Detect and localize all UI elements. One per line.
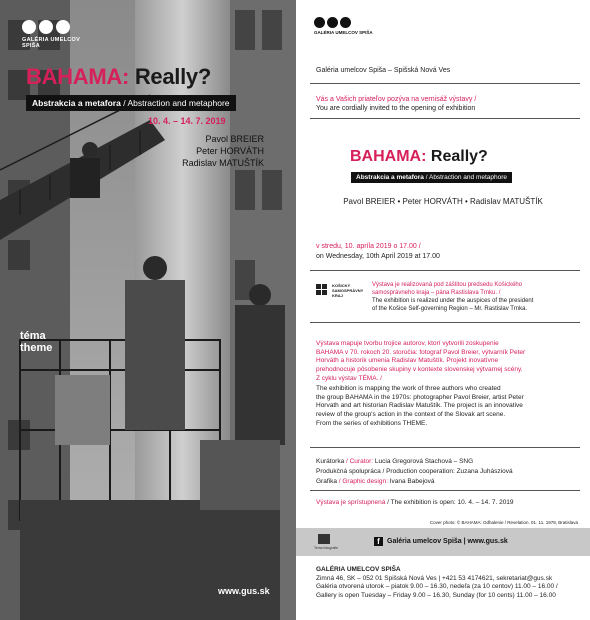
divider (310, 447, 580, 448)
artist-name: Pavol BREIER (205, 134, 264, 144)
divider (310, 118, 580, 119)
description-en-line: Horvath and art historian Radislav Matuštík. The project is an innovative (316, 402, 523, 410)
region-logo-text (332, 283, 363, 298)
poster-dates: 10. 4. – 14. 7. 2019 (148, 116, 226, 126)
footer-hours-en: Gallery is open Tuesday – Friday 9.00 – 16.30, Sunday (for 10 cents) 11.00 – 16.00 (316, 591, 556, 599)
series-label-en: theme (20, 342, 53, 354)
tema-logo-label: Tema fotografie (314, 546, 339, 550)
description-sk-line: Horváth a historik umenia Radislav Matuštík. Projekt inovatívne (316, 357, 499, 365)
logo-dot-icon (340, 17, 351, 28)
description-sk-line: prehodnocuje pôsobenie skupiny v kontexte slovenskej výtvarnej scény. (316, 366, 523, 374)
description-en-line: the group BAHAMA in the 1970s: photographer Pavol Breier, artist Peter (316, 393, 524, 401)
divider (310, 490, 580, 491)
footer-hours-sk: Galéria otvorená utorok – piatok 9.00 – 16.30, nedeľa (za 10 centov) 11.00 – 16.00 / (316, 583, 558, 590)
exhibition-title (350, 148, 488, 166)
production-name: Zuzana Juhásziová (454, 468, 513, 475)
gallery-logo (314, 17, 373, 35)
subtitle-en: / Abstraction and metaphore (120, 98, 230, 108)
auspices-sk-line: Výstava je realizovaná pod záštitou predsedu Košického (372, 282, 523, 288)
auspices-sk (372, 281, 522, 297)
description-en-line: The exhibition is mapping the work of three authors who created (316, 385, 501, 392)
title-really: Really? (134, 64, 211, 89)
logo-dot-icon (56, 20, 70, 34)
open-label-sk: Výstava je sprístupnená (316, 499, 386, 506)
footer-gallery-name: GALÉRIA UMELCOV SPIŠA (316, 566, 401, 573)
description-sk (316, 340, 525, 384)
opening-en: on Wednesday, 10th April 2019 at 17.00 (316, 253, 440, 260)
graphic-label-sk: Grafika (316, 478, 337, 485)
open-label-en: / The exhibition is open: 10. 4. – 14. 7. 2019 (385, 499, 514, 506)
subtitle-sk: Abstrakcia a metafora (356, 174, 424, 181)
subtitle-en: / Abstraction and metaphore (423, 174, 508, 181)
description-en-line: review of the group's action in the context of the Slovak art scene. (316, 411, 506, 419)
description-en-line: From the series of exhibitions THEME. (316, 419, 428, 427)
open-dates (316, 498, 514, 507)
series-label (20, 330, 52, 354)
invitation-sk: Vás a Vašich priateľov pozýva na vernisáž výstavy / (316, 96, 477, 103)
opening-sk: v stredu, 10. apríla 2019 o 17.00 / (316, 243, 421, 250)
footer-contact (316, 566, 558, 600)
logo-dot-icon (22, 20, 36, 34)
invitation-panel (296, 0, 590, 620)
title-bahama: BAHAMA: (350, 148, 427, 165)
auspices-en-line: of the Košice Self-governing Region – Mr. Rastislav Trnka. (372, 306, 528, 312)
gallery-logo-name: GALÉRIA UMELCOV SPIŠA (22, 37, 81, 49)
poster-subtitle (26, 95, 236, 111)
gallery-logo (22, 20, 82, 49)
curator-label-sk: Kurátorka (316, 458, 345, 465)
poster-artists (182, 133, 264, 169)
tema-logo-icon (318, 534, 330, 544)
auspices-en-line: The exhibition is realized under the auspices of the president (372, 298, 534, 304)
production-label: Produkčná spolupráca / Production cooperation: (316, 468, 455, 475)
divider (310, 83, 580, 84)
gallery-logo-name: GALÉRIA UMELCOV SPIŠA (314, 30, 373, 35)
artist-name: Peter HORVÁTH (196, 146, 264, 156)
curator-name: Lucia Gregorová Stachová – SNG (373, 458, 474, 465)
region-logo-line: KOŠICKÝ (332, 283, 351, 288)
description-sk-line: Výstava mapuje tvorbu trojice autorov, ktorí vytvorili zoskupenie (316, 340, 499, 347)
facebook-link[interactable]: Galéria umelcov Spiša | www.gus.sk (387, 538, 508, 545)
series-label-sk: téma (20, 330, 46, 342)
description-sk-line: Z cyklu výstav TÉMA. / (316, 374, 382, 382)
description-en (316, 385, 524, 429)
website-link[interactable]: www.gus.sk (218, 586, 270, 596)
artist-name: Radislav MATUŠTÍK (182, 158, 264, 168)
credit-curator (316, 457, 473, 466)
region-logo-line: SAMOSPRÁVNY (332, 288, 364, 293)
graphic-label-en: / Graphic design: (336, 478, 388, 485)
auspices-sk-line: samosprávneho kraja – pána Rastislava Trnku. / (372, 290, 501, 296)
cover-photo-credit: Cover photo: © BAHAMA: Odhalenie / Revelation. 01. 11. 1978, Bratislava (429, 520, 578, 525)
subtitle-sk: Abstrakcia a metafora (32, 98, 121, 108)
artists-line: Pavol BREIER • Peter HORVÁTH • Radislav MATUŠTÍK (343, 197, 543, 206)
region-logo-line: KRAJ (332, 293, 343, 298)
divider (310, 322, 580, 323)
divider (310, 270, 580, 271)
auspices-en (372, 297, 533, 313)
logo-dot-icon (39, 20, 53, 34)
description-sk-line: BAHAMA v 70. rokoch 20. storočia: fotograf Pavol Breier, výtvarník Peter (316, 348, 526, 356)
credit-production (316, 467, 513, 476)
title-bahama: BAHAMA: (26, 64, 129, 89)
graphic-name: Ivana Babejová (387, 478, 435, 485)
footer-address: Zimná 46, SK – 052 01 Spišská Nová Ves | +421 53 4174621, sekretariat@gus.sk (316, 574, 553, 582)
poster-title (26, 64, 211, 90)
logo-dot-icon (314, 17, 325, 28)
credit-graphic (316, 477, 435, 486)
facebook-icon[interactable]: f (374, 537, 383, 546)
curator-label-en: / Curator: (344, 458, 374, 465)
logo-dot-icon (327, 17, 338, 28)
invitation-en: You are cordially invited to the opening of exhibition (316, 105, 476, 112)
title-really: Really? (430, 148, 488, 165)
gallery-location: Galéria umelcov Spiša – Spišská Nová Ves (316, 67, 451, 74)
exhibition-subtitle (351, 172, 512, 183)
